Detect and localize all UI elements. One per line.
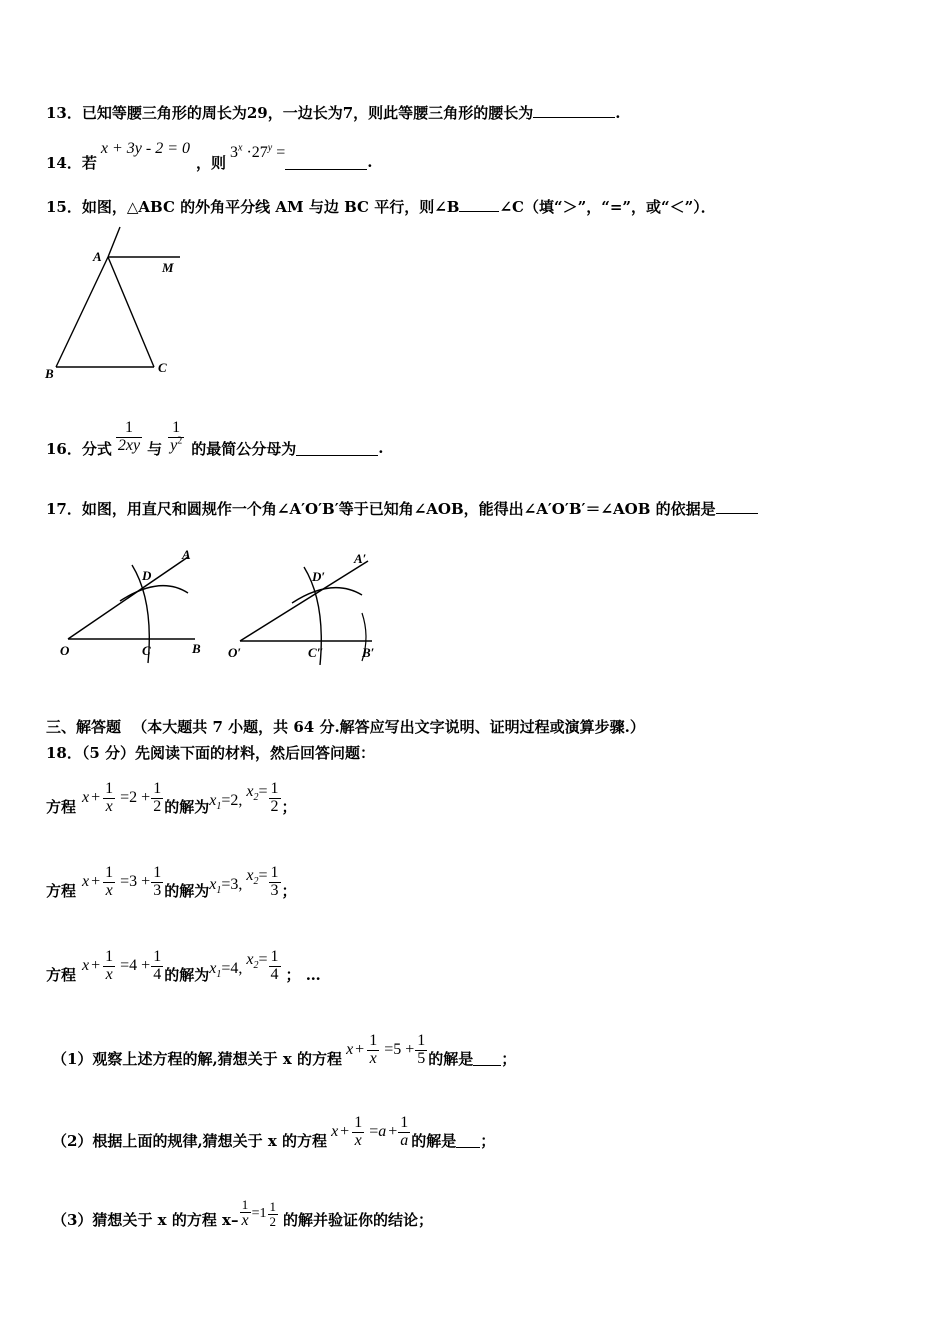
label-O-prime: O′ — [228, 645, 242, 660]
q15-answer-blank[interactable] — [459, 197, 499, 212]
q18-part-3: （3）猜想关于 x 的方程 x– $\frac{1}{x}$ =1 $\frac{1}{2}$ 的解并验证你的结论； — [52, 1197, 434, 1229]
q16-fraction-2: $\frac{1}{y^2}$ — [170, 418, 183, 454]
q13-answer-blank[interactable] — [533, 103, 615, 118]
q18-part-1: （1）观察上述方程的解,猜想关于 x 的方程 x + $\frac{1}{x}$ =5 + $\frac{1}{5}$ 的解是 ； — [52, 1031, 517, 1068]
q14-answer-blank[interactable] — [285, 155, 367, 170]
label-C-double-prime: C″ — [308, 645, 324, 660]
label-D: D — [142, 568, 152, 583]
q18-equation-line-1: 方程 x + $\frac{1}{x}$ =2 + $\frac{1}{2}$ 的解为 $x_1$ =2 , $x_2$ = $\frac{1}{2}$ ； — [46, 779, 297, 816]
label-B-prime: B′ — [362, 645, 375, 660]
question-15: 15．如图，△ABC 的外角平分线 AM 与边 BC 平行，则∠B ∠C（填“＞”，“=”，或“＜”）． — [46, 198, 716, 216]
question-18-intro: 18．（5 分）先阅读下面的材料，然后回答问题： — [46, 744, 376, 762]
q14-equation: x + 3y - 2 = 0 — [100, 140, 190, 157]
q18-equation-line-3: 方程 x + $\frac{1}{x}$ =4 + $\frac{1}{4}$ 的解为 $x_1$ =4 , $x_2$ = $\frac{1}{4}$ ； … — [46, 947, 321, 984]
section-description: （本大题共 7 小题，共 64 分.解答应写出文字说明、证明过程或演算步骤.） — [132, 718, 645, 736]
label-C: C — [142, 643, 151, 658]
section-title: 三、解答题 — [46, 718, 122, 736]
question-17 — [46, 498, 758, 519]
q15-triangle-figure — [40, 222, 200, 387]
q17-answer-blank[interactable] — [716, 499, 758, 514]
label-D-prime: D′ — [312, 569, 326, 584]
label-B: B — [45, 366, 54, 381]
q17-figure-constructed-angle — [222, 545, 392, 665]
q17-figure-original-angle — [50, 545, 220, 665]
q16-answer-blank[interactable] — [296, 441, 378, 456]
q13-text: 13．已知等腰三角形的周长为29，一边长为7，则此等腰三角形的腰长为 — [46, 104, 534, 122]
q18-equation-line-2: 方程 x + $\frac{1}{x}$ =3 + $\frac{1}{3}$ 的解为 $x_1$ =3 , $x_2$ = $\frac{1}{3}$ ； — [46, 863, 297, 900]
q14-expression: $3^x \cdot 27^y$ = — [230, 142, 286, 161]
question-13: 13．已知等腰三角形的周长为29，一边长为7，则此等腰三角形的腰长为 . — [46, 104, 621, 122]
label-B: B — [192, 641, 201, 656]
q15-text: 15．如图，△ABC 的外角平分线 AM 与边 BC 平行，则∠B — [46, 198, 460, 216]
label-C: C — [158, 360, 167, 375]
label-A: A — [182, 547, 191, 562]
q18-part1-answer-blank[interactable] — [473, 1051, 501, 1066]
q16-fraction-1: $\frac{1}{2xy}$ — [117, 418, 141, 454]
label-A-prime: A′ — [354, 551, 367, 566]
q18-part-2: （2）根据上面的规律,猜想关于 x 的方程 x + $\frac{1}{x}$ = a + $\frac{1}{a}$ 的解是 ； — [52, 1113, 496, 1150]
section-3-heading — [46, 716, 645, 737]
q17-text: 17．如图，用直尺和圆规作一个角∠A′O′B′等于已知角∠AOB，能得出∠A′O′B′＝∠AOB 的依据是 — [46, 500, 716, 518]
label-O: O — [60, 643, 70, 658]
question-16: 16．分式 $\frac{1}{2xy}$ 与 $\frac{1}{y^2}$ 的最简公分母为 . — [46, 418, 384, 458]
label-M: M — [162, 260, 174, 275]
q18-part2-answer-blank[interactable] — [456, 1133, 480, 1148]
question-14: 14．若 x + 3y - 2 = 0 ，则 $3^x \cdot 27^y$ = . — [46, 140, 373, 172]
q14-prefix: 14．若 — [46, 153, 97, 172]
label-A: A — [93, 249, 102, 264]
